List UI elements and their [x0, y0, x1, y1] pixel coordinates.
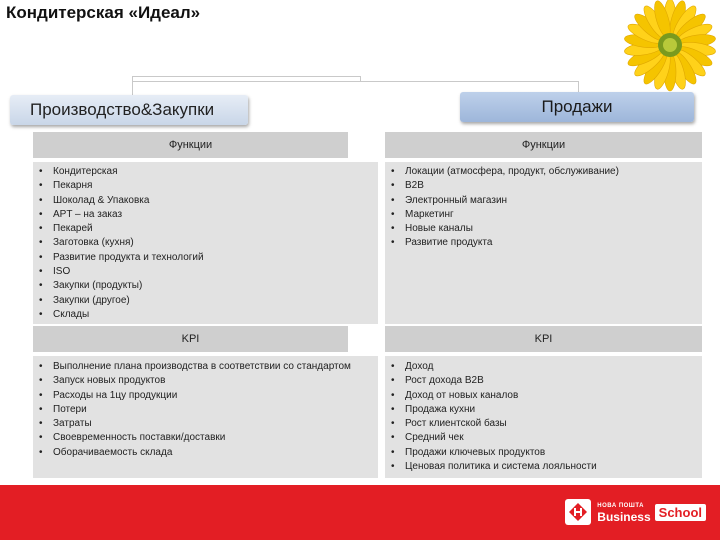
list-item: • APT – на заказ: [37, 208, 374, 222]
list-item: • Закупки (другое): [37, 294, 374, 308]
list-item: • Новые каналы: [389, 222, 698, 236]
logo-brand-big: Business: [597, 509, 651, 524]
list-item: • Пекарей: [37, 222, 374, 236]
list-item: • Развитие продукта: [389, 236, 698, 250]
list-item: • ISO: [37, 265, 374, 279]
list-item: • Ценовая политика и система лояльности: [389, 460, 698, 474]
list-item: • Средний чек: [389, 431, 698, 445]
logo-brand-small: НОВА ПОШТА: [597, 502, 644, 509]
list-item: • Маркетинг: [389, 208, 698, 222]
nova-poshta-logo-icon: [565, 499, 591, 525]
list-item: • Доход: [389, 360, 698, 374]
list-item: • Продажи ключевых продуктов: [389, 446, 698, 460]
right-kpi-list: [385, 356, 702, 478]
list-item: • Кондитерская: [37, 165, 374, 179]
list-item: • Оборачиваемость склада: [37, 446, 374, 460]
left-functions-list: [33, 162, 378, 324]
footer-bar: [0, 485, 720, 540]
daisy-flower-icon: [618, 0, 718, 98]
connector-line: [132, 76, 360, 77]
list-item: • Рост клиентской базы: [389, 417, 698, 431]
left-kpi-header: KPI: [33, 326, 348, 352]
department-sales: Продажи: [460, 92, 694, 122]
list-item: • Шоколад & Упаковка: [37, 194, 374, 208]
nova-poshta-business-school-logo: [565, 499, 706, 525]
list-item: • Потери: [37, 403, 374, 417]
page-title: Кондитерская «Идеал»: [6, 3, 201, 22]
list-item: • Выполнение плана производства в соответствии со стандартом: [37, 360, 374, 374]
list-item: • Заготовка (кухня): [37, 236, 374, 250]
connector-line: [578, 81, 579, 92]
list-item: • Закупки (продукты): [37, 279, 374, 293]
list-item: • Своевременность поставки/доставки: [37, 431, 374, 445]
list-item: • Продажа кухни: [389, 403, 698, 417]
right-kpi-header: KPI: [385, 326, 702, 352]
list-item: • Затраты: [37, 417, 374, 431]
list-item: • Пекарня: [37, 179, 374, 193]
list-item: • Доход от новых каналов: [389, 389, 698, 403]
list-item: • Запуск новых продуктов: [37, 374, 374, 388]
logo-brand-tag: School: [655, 504, 706, 521]
list-item: • Электронный магазин: [389, 194, 698, 208]
department-production-procurement: Производство&Закупки: [10, 95, 248, 125]
right-functions-list: [385, 162, 702, 324]
left-functions-header: Функции: [33, 132, 348, 158]
list-item: • Склады: [37, 308, 374, 322]
logo-text: [597, 501, 650, 524]
list-item: • B2B: [389, 179, 698, 193]
connector-line: [132, 76, 133, 95]
list-item: • Расходы на 1цу продукции: [37, 389, 374, 403]
list-item: • Рост дохода B2B: [389, 374, 698, 388]
left-kpi-list: [33, 356, 378, 478]
list-item: • Развитие продукта и технологий: [37, 251, 374, 265]
connector-line: [132, 81, 578, 82]
right-functions-header: Функции: [385, 132, 702, 158]
list-item: • Локации (атмосфера, продукт, обслуживание): [389, 165, 698, 179]
